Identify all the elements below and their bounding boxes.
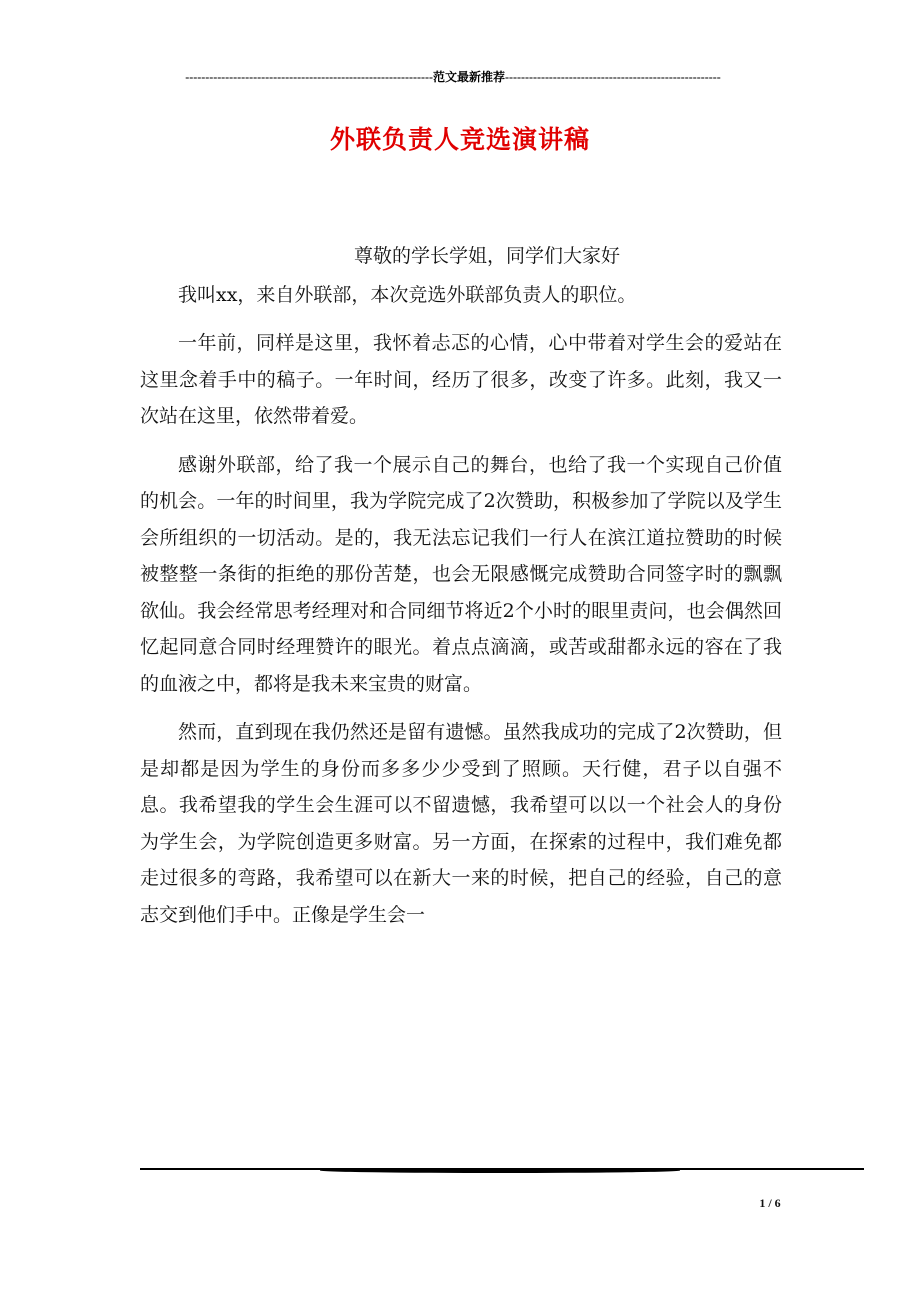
paragraph: 感谢外联部，给了我一个展示自己的舞台，也给了我一个实现自己价值的机会。一年的时间里，我为学院完成了2次赞助，积极参加了学院以及学生会所组织的一切活动。是的，我无法忘记我们一行人在滨江道拉赞助的时候被整整一条街的拒绝的那份苦楚，也会无限感慨完成赞助合同签字时的飘飘欲仙。我会经常思考经理对和合同细节将近2个小时的眼里责问，也会偶然回忆起同意合同时经理赞许的眼光。着点点滴滴，或苦或甜都永远的容在了我的血液之中，都将是我未来宝贵的财富。 [140,453,782,695]
document-body [140,238,782,945]
page-number: 1 / 6 [759,1196,781,1210]
footer-divider [140,1168,864,1174]
paragraph: 一年前，同样是这里，我怀着忐忑的心情，心中带着对学生会的爱站在这里念着手中的稿子。一年时间，经历了很多，改变了许多。此刻，我又一次站在这里，依然带着爱。 [140,332,782,427]
greeting: 尊敬的学长学姐，同学们大家好 [353,245,620,267]
document-title: 外联负责人竞选演讲稿 [329,125,590,154]
paragraph: 然而，直到现在我仍然还是留有遗憾。虽然我成功的完成了2次赞助，但是却都是因为学生的身份而多多少少受到了照顾。天行健，君子以自强不息。我希望我的学生会生涯可以不留遗憾，我希望可以以一个社会人的身份为学生会，为学院创造更多财富。另一方面，在探索的过程中，我们难免都走过很多的弯路，我希望可以在新大一来的时候，把自己的经验，自己的意志交到他们手中。正像是学生会一 [140,721,782,926]
page-header: --------------------------------------------------------------范文最新推荐------------------------------------------------------ [185,70,721,84]
paragraph: 我叫xx，来自外联部，本次竞选外联部负责人的职位。 [178,283,637,306]
